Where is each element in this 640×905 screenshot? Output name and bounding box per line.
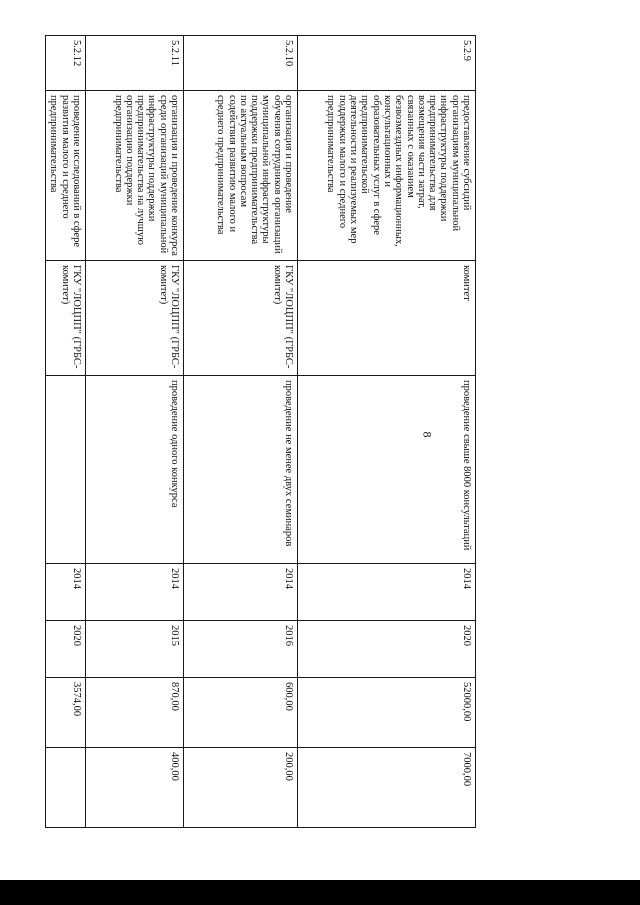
- activity-name: организация и проведение конкурса среди организаций муниципальной инфраструктуры поддержки предпринимательства на лучшую организацию поддержки предпринимательства: [86, 91, 184, 261]
- table-row: [46, 36, 86, 828]
- end-year: 2015: [86, 621, 184, 678]
- table-row: [184, 36, 298, 828]
- total-amount: 3574,00: [46, 678, 86, 748]
- funding-amount: 400,00: [86, 748, 184, 828]
- total-amount: 870,00: [86, 678, 184, 748]
- start-year: 2014: [184, 564, 298, 621]
- row-number: 5.2.11: [86, 36, 184, 91]
- expected-result: проведение одного конкурса: [86, 376, 184, 564]
- row-number: 5.2.9: [298, 36, 476, 91]
- row-number: 5.2.10: [184, 36, 298, 91]
- end-year: 2020: [298, 621, 476, 678]
- total-amount: 52000,00: [298, 678, 476, 748]
- page-number: 8: [420, 431, 435, 438]
- executor: комитет: [298, 261, 476, 376]
- table-row: [86, 36, 184, 828]
- start-year: 2014: [86, 564, 184, 621]
- total-amount: 600,00: [184, 678, 298, 748]
- executor: ГКУ "ЛОЦПП" (ГРБС-комитет): [46, 261, 86, 376]
- activity-name: предоставление субсидий организациям муниципальной инфраструктуры поддержки предпринимательства для возмещения части затрат, связанных с оказанием безвозмездных информационных, консультационных и образовательных услуг в сфере предпринимательской деятельности и реализуемых мер поддержки малого и среднего предпринимательства: [298, 91, 476, 261]
- executor: ГКУ "ЛОЦПП" (ГРБС-комитет): [184, 261, 298, 376]
- start-year: 2014: [46, 564, 86, 621]
- row-number: 5.2.12: [46, 36, 86, 91]
- expected-result: проведение не менее двух семинаров: [184, 376, 298, 564]
- activity-name: организация и проведение обучения сотрудников организаций муниципальной инфраструктуры поддержки предпринимательства по актуальным вопросам содействия развитию малого и среднего предпринимательства: [184, 91, 298, 261]
- scan-bottom-edge: [0, 880, 640, 905]
- end-year: 2020: [46, 621, 86, 678]
- activity-name: проведение исследований в сфере развития малого и среднего предпринимательства: [46, 91, 86, 261]
- rotated-table-container: [48, 35, 476, 827]
- funding-amount: 7000,00: [298, 748, 476, 828]
- executor: ГКУ "ЛОЦПП" (ГРБС-комитет): [86, 261, 184, 376]
- expected-result: [46, 376, 86, 564]
- expected-result: проведение свыше 8000 консультаций: [298, 376, 476, 564]
- table-row: [298, 36, 476, 828]
- activities-table: [45, 35, 476, 828]
- funding-amount: [46, 748, 86, 828]
- start-year: 2014: [298, 564, 476, 621]
- funding-amount: 200,00: [184, 748, 298, 828]
- end-year: 2016: [184, 621, 298, 678]
